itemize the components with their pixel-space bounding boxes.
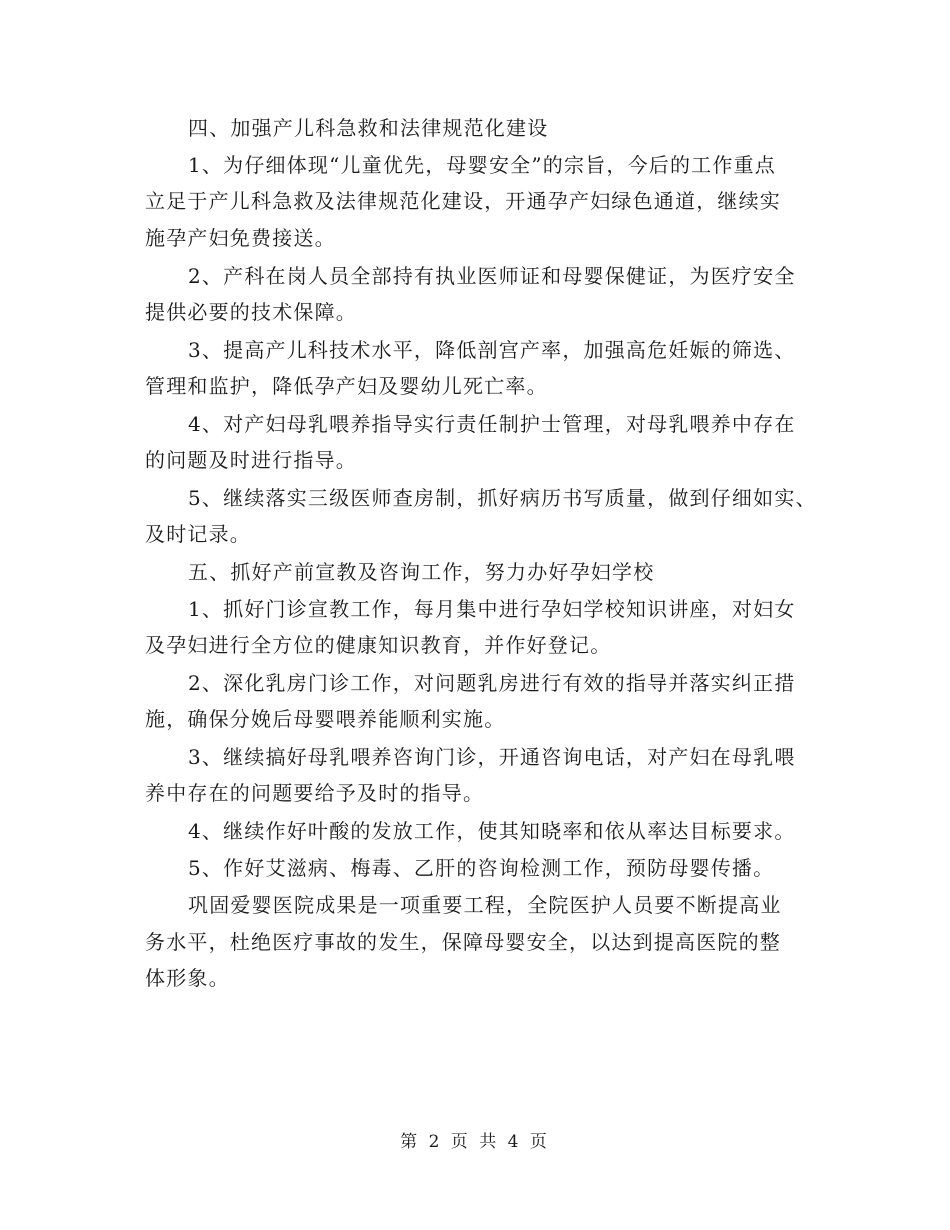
paragraph-line: 提供必要的技术保障。	[145, 300, 357, 324]
paragraph-line: 3、继续搞好母乳喂养咨询门诊，开通咨询电话，对产妇在母乳喂	[188, 745, 796, 769]
paragraph-line: 管理和监护，降低孕产妇及婴幼儿死亡率。	[145, 374, 548, 398]
paragraph-line: 养中存在的问题要给予及时的指导。	[145, 781, 485, 805]
paragraph-line: 施孕产妇免费接送。	[145, 226, 336, 250]
paragraph-line: 2、产科在岗人员全部持有执业医师证和母婴保健证，为医疗安全	[188, 264, 796, 288]
paragraph-line: 5、继续落实三级医师查房制，抓好病历书写质量，做到仔细如实、	[188, 486, 817, 510]
paragraph-line: 5、作好艾滋病、梅毒、乙肝的咨询检测工作，预防母婴传播。	[188, 856, 775, 880]
paragraph-line: 施，确保分娩后母婴喂养能顺利实施。	[145, 707, 506, 731]
paragraph-line: 的问题及时进行指导。	[145, 448, 357, 472]
paragraph-line: 立足于产儿科急救及法律规范化建设，开通孕产妇绿色通道，继续实	[145, 189, 781, 213]
paragraph-line: 及孕妇进行全方位的健康知识教育，并作好登记。	[145, 633, 612, 657]
paragraph-line: 2、深化乳房门诊工作，对问题乳房进行有效的指导并落实纠正措	[188, 671, 796, 695]
paragraph-line: 及时记录。	[145, 522, 251, 546]
paragraph-line: 4、继续作好叶酸的发放工作，使其知晓率和依从率达目标要求。	[188, 819, 796, 843]
paragraph-line: 3、提高产儿科技术水平，降低剖宫产率，加强高危妊娠的筛选、	[188, 338, 796, 362]
page-number-footer: 第 2 页 共 4 页	[400, 1132, 550, 1152]
paragraph-line: 1、抓好门诊宣教工作，每月集中进行孕妇学校知识讲座，对妇女	[188, 597, 796, 621]
paragraph-line: 务水平，杜绝医疗事故的发生，保障母婴安全，以达到提高医院的整	[145, 930, 781, 954]
paragraph-line: 体形象。	[145, 966, 230, 990]
section-heading: 四、加强产儿科急救和法律规范化建设	[188, 116, 549, 140]
paragraph-line: 4、对产妇母乳喂养指导实行责任制护士管理，对母乳喂养中存在	[188, 412, 796, 436]
paragraph-line: 巩固爱婴医院成果是一项重要工程，全院医护人员要不断提高业	[188, 893, 782, 917]
paragraph-line: 1、为仔细体现“儿童优先，母婴安全”的宗旨，今后的工作重点	[188, 153, 776, 177]
section-heading: 五、抓好产前宣教及咨询工作，努力办好孕妇学校	[188, 560, 655, 584]
